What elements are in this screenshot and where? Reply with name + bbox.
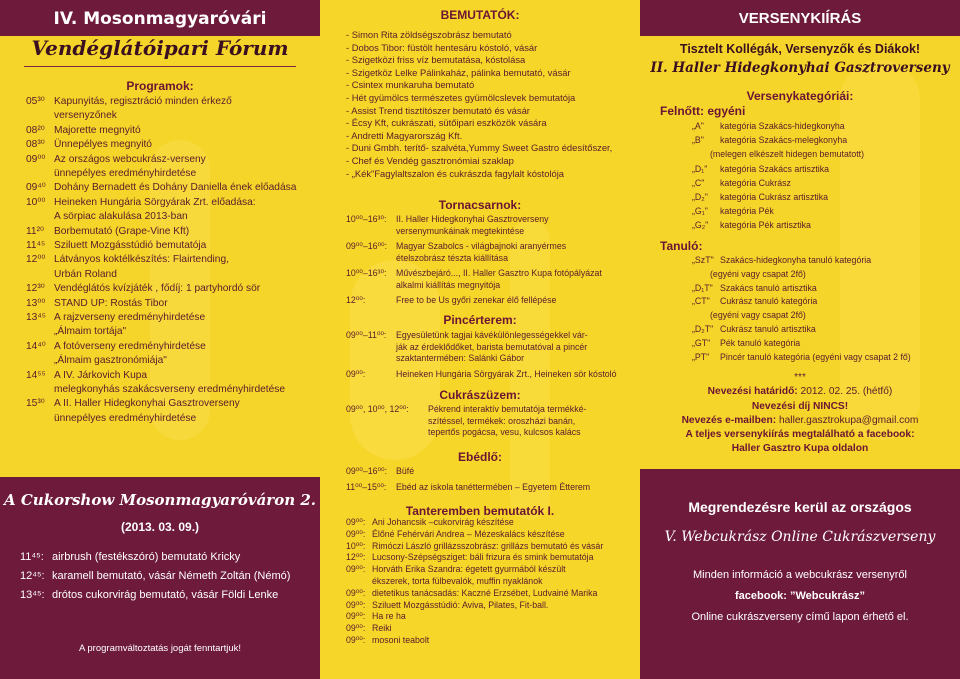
demo-item: - Csintex munkaruha bemutató xyxy=(346,79,475,91)
stars-divider: *** xyxy=(794,372,806,383)
pince-time: 09⁰⁰: xyxy=(346,368,366,379)
cukorshow-time: 13⁴⁵: xyxy=(20,589,45,601)
demo-item: - Andretti Magyarország Kft. xyxy=(346,129,463,141)
forum-title: IV. Mosonmagyaróvári xyxy=(53,9,267,29)
cukorshow-time: 12⁴⁵: xyxy=(20,570,45,582)
tanterem-text: Reiki xyxy=(372,623,392,634)
pince-text: Egyesületünk tagjai kávékülönlegességekkel vár- xyxy=(396,330,588,340)
cukr-text: Pékrend interaktív bemutatója termékké- xyxy=(428,404,587,414)
facebook-line: A teljes versenykiírás megtalálható a facebook: xyxy=(685,429,915,440)
email-line xyxy=(640,415,960,426)
torna-text: alkalmi kiállítás megnyitója xyxy=(396,279,501,290)
program-text: Dohány Bernadett és Dohány Daniella ének előadása xyxy=(54,182,297,194)
program-text: Látványos koktélkészítés: Flairtending, xyxy=(54,254,229,266)
demo-item: - Chef és Vendég gasztronómiai szaklap xyxy=(346,155,514,166)
adult-code: „B" xyxy=(692,135,704,146)
tanterem-heading: Tanteremben bemutatók I. xyxy=(405,504,555,518)
cukr-time: 09⁰⁰, 10⁰⁰, 12⁰⁰: xyxy=(346,404,409,414)
torna-text: II. Haller Hidegkonyhai Gasztroverseny xyxy=(396,214,549,224)
program-time: 14⁴⁰ xyxy=(26,340,46,352)
demo-item: - Duni Gmbh. terítő- szalvéta,Yummy Sweet Gastro édesítőszer, xyxy=(346,142,613,154)
program-text-cont: melegkonyhás szakácsverseny eredményhirdetése xyxy=(54,384,286,395)
program-text: Majorette megnyitó xyxy=(54,124,141,136)
program-text-cont: Urbán Roland xyxy=(54,268,117,280)
student-text: (egyéni vagy csapat 2fő) xyxy=(710,268,806,279)
torna-time: 10⁰⁰–16³⁰: xyxy=(346,268,387,278)
program-time: 08²⁰ xyxy=(26,124,45,136)
tanterem-time: 09⁰⁰: xyxy=(346,564,366,575)
student-code: „D₁T" xyxy=(692,282,713,293)
adult-text: kategória Pék xyxy=(720,206,774,217)
email-link[interactable]: haller.gasztrokupa@gmail.com xyxy=(778,415,919,426)
cukr-heading: Cukrászüzem: xyxy=(439,388,521,402)
program-text: Heineken Hungária Sörgyárak Zrt. előadása: xyxy=(54,196,256,208)
adult-text: kategória Pék artisztika xyxy=(720,220,811,231)
program-time: 15³⁰ xyxy=(26,398,45,410)
pince-text: ják az érdeklődőket, barista bemutatóval a pincér xyxy=(396,341,588,352)
program-text: A fotóverseny eredményhirdetése xyxy=(54,340,206,352)
cukorshow-box xyxy=(0,477,320,679)
program-text-cont: ünnepélyes eredményhirdetése xyxy=(54,168,197,179)
adult-code: „G₁" xyxy=(692,206,708,217)
torna-text: Művészbejáró..., II. Haller Gasztro Kupa fotópályázat xyxy=(396,268,602,278)
order-title: Megrendezésre kerül az országos xyxy=(688,499,912,515)
demo-item: - Assist Trend tisztítószer bemutató és vásár xyxy=(346,104,530,116)
program-time: 09⁰⁰ xyxy=(26,153,46,165)
tanterem-text: Lucsony-Szépségsziget: báli frizura és smink bemutatója xyxy=(372,552,594,563)
cukorshow-text: drótos cukorvirág bemutató, vásár Földi Lenke xyxy=(52,589,279,601)
tanterem-text: dietetikus tanácsadás: Kaczné Erzsébet, Ludvainé Marika xyxy=(372,587,598,598)
program-text: STAND UP: Rostás Tibor xyxy=(54,297,168,309)
competition-title: VERSENYKIÍRÁS xyxy=(738,10,862,27)
tanterem-text: Élőné Fehérvári Andrea – Mézeskalács készítése xyxy=(372,528,565,539)
tanterem-text: Ani Johancsik –cukorvirág készítése xyxy=(372,517,514,527)
student-text: Pincér tanuló kategória (egyéni vagy csapat 2 fő) xyxy=(720,351,911,362)
torna-text: versenymunkáinak megtekintése xyxy=(396,225,525,236)
cukr-text: szítéssel, termékek: oroszházi banán, xyxy=(428,415,576,426)
program-text: A IV. Járkovich Kupa xyxy=(54,369,148,381)
adult-code: „D₁" xyxy=(692,163,708,174)
adult-text: kategória Szakács-hidegkonyha xyxy=(720,121,845,131)
program-time: 11⁴⁵ xyxy=(26,240,46,251)
program-text: Ünnepélyes megnyitó xyxy=(54,139,152,151)
cukorshow-text: karamell bemutató, vásár Németh Zoltán (Némó) xyxy=(52,570,291,582)
program-time: 11²⁰ xyxy=(26,225,45,237)
student-code: „D₂T" xyxy=(692,324,714,334)
student-code: „GT" xyxy=(692,337,711,348)
deadline-label: Nevezési határidő: xyxy=(707,386,798,397)
tanterem-text: Ha re ha xyxy=(372,611,406,622)
program-change-notice: A programváltoztatás jogát fenntartjuk! xyxy=(78,643,242,654)
program-text: Vendéglátós kvízjáték , fődíj: 1 partyhordó sör xyxy=(54,283,261,295)
decor-fork xyxy=(840,60,920,440)
info-line-2: facebook: ”Webcukrász” xyxy=(734,590,865,602)
pince-text: Heineken Hungária Sörgyárak Zrt., Heineken sör kóstoló xyxy=(396,368,617,379)
tanterem-time: 09⁰⁰: xyxy=(346,635,366,645)
info-line-1: Minden információ a webcukrász versenyről xyxy=(693,569,907,581)
facebook-page[interactable]: Haller Gasztro Kupa oldalon xyxy=(731,443,869,454)
program-time: 10⁰⁰ xyxy=(26,196,46,208)
adult-code: „C" xyxy=(692,177,705,188)
program-text: A II. Haller Hidegkonyhai Gasztroverseny xyxy=(54,398,240,410)
adult-text: (melegen elkészelt hidegen bemutatott) xyxy=(710,149,865,160)
adult-text: kategória Cukrász xyxy=(720,177,791,188)
student-text: (egyéni vagy csapat 2fő) xyxy=(710,310,806,321)
torna-time: 12⁰⁰: xyxy=(346,295,366,305)
student-text: Szakács-hidegkonyha tanuló kategória xyxy=(720,255,872,265)
left-panel xyxy=(0,0,320,679)
order-event: V. Webcukrász Online Cukrászverseny xyxy=(664,529,936,545)
program-text: A rajzverseny eredményhirdetése xyxy=(54,312,206,323)
demo-item: - Szigetköz Lelke Pálinkaház, pálinka bemutató, vásár xyxy=(346,66,571,78)
program-text: Az országos webcukrász-verseny xyxy=(54,153,206,165)
program-text-cont: „Álmaim tortája" xyxy=(54,326,127,338)
program-time: 09⁴⁰ xyxy=(26,182,46,194)
torna-heading: Tornacsarnok: xyxy=(438,198,522,212)
tanterem-text: Horváth Erika Szandra: égetett gyurmából készült xyxy=(372,564,566,575)
demo-item: - Écsy Kft, cukrászati, sütőipari eszközök vására xyxy=(346,117,547,129)
ebedlo-time: 09⁰⁰–16⁰⁰: xyxy=(346,466,388,476)
info-line-3: Online cukrászverseny című lapon érhető el. xyxy=(691,611,909,623)
forum-title-band xyxy=(0,0,320,36)
cukorshow-time: 11⁴⁵: xyxy=(20,551,44,563)
tanterem-text: mosoni teabolt xyxy=(372,635,430,645)
demo-item: - Simon Rita zöldségszobrász bemutató xyxy=(346,29,512,40)
tanterem-time: 09⁰⁰: xyxy=(346,623,366,634)
adult-text: kategória Cukrász artisztika xyxy=(720,192,829,202)
program-text-cont: ünnepélyes eredményhirdetése xyxy=(54,412,197,424)
adult-text: kategória Szakács artisztika xyxy=(720,163,830,174)
tanterem-text: Sziluett Mozgásstúdió: Aviva, Pilates, Fit-ball. xyxy=(372,599,549,610)
student-heading: Tanuló: xyxy=(660,239,703,253)
categories-heading: Versenykategóriái: xyxy=(746,89,854,103)
tanterem-time: 09⁰⁰: xyxy=(346,611,366,622)
student-code: „CT" xyxy=(692,296,710,307)
greeting: Tisztelt Kollégák, Versenyzők és Diákok! xyxy=(679,42,921,56)
program-time: 12³⁰ xyxy=(26,283,45,295)
student-text: Pék tanuló kategória xyxy=(720,337,801,348)
tanterem-text: ékszerek, torta fülbevalók, muffin nyaklánok xyxy=(372,576,543,586)
tanterem-time: 10⁰⁰: xyxy=(346,540,366,551)
demo-item: - Hét gyümölcs természetes gyümölcslevek bemutatója xyxy=(346,92,576,103)
demo-item: - „Kék"Fagylaltszalon és cukrászda fagylalt kóstolója xyxy=(346,167,565,179)
cukorshow-date: (2013. 03. 09.) xyxy=(120,520,200,534)
program-text: Sziluett Mozgásstúdió bemutatója xyxy=(54,240,207,251)
student-code: „PT" xyxy=(692,351,710,362)
tanterem-time: 09⁰⁰: xyxy=(346,587,366,598)
torna-text: ételszobrász tészta kiállítása xyxy=(396,252,508,263)
tanterem-time: 12⁰⁰: xyxy=(346,552,366,563)
student-text: Cukrász tanuló artisztika xyxy=(720,324,816,334)
cukorshow-text: airbrush (festékszóró) bemutató Kricky xyxy=(52,551,241,563)
pince-heading: Pincérterem: xyxy=(443,313,517,327)
competition-title-band xyxy=(640,0,960,36)
tanterem-time: 09⁰⁰: xyxy=(346,528,366,539)
torna-time: 10⁰⁰–16³⁰: xyxy=(346,214,387,224)
email-label: Nevezés e-mailben: xyxy=(681,415,777,426)
tanterem-time: 09⁰⁰: xyxy=(346,517,366,527)
torna-text: Free to be Us győri zenekar élő fellépése xyxy=(396,295,557,305)
deadline-value: 2012. 02. 25. (hétfő) xyxy=(800,386,893,397)
student-code: „SzT" xyxy=(692,255,714,265)
adult-text: kategória Szakács-melegkonyha xyxy=(720,135,848,146)
adult-heading: Felnőtt: egyéni xyxy=(660,104,746,118)
entry-fee: Nevezési díj NINCS! xyxy=(751,401,849,412)
torna-time: 09⁰⁰–16⁰⁰: xyxy=(346,241,388,251)
ebedlo-time: 11⁰⁰–15⁰⁰: xyxy=(346,481,387,492)
middle-panel xyxy=(320,0,640,679)
program-text-cont: „Álmaim gasztronómiája" xyxy=(54,355,167,367)
subtitle-divider xyxy=(24,66,296,67)
webcukrasz-box xyxy=(640,469,960,679)
adult-code: „D₂" xyxy=(692,192,708,202)
program-time: 13⁰⁰ xyxy=(26,297,46,309)
demos-title: BEMUTATÓK: xyxy=(440,8,520,22)
program-text: Borbemutató (Grape-Vine Kft) xyxy=(54,225,190,237)
adult-code: „G₂" xyxy=(692,220,709,231)
program-time: 14⁵⁵ xyxy=(26,369,46,381)
program-time: 08³⁰ xyxy=(26,139,45,151)
program-text-cont: A sörpiac alakulása 2013-ban xyxy=(54,211,188,223)
student-text: Cukrász tanuló kategória xyxy=(720,296,818,307)
tanterem-time: 09⁰⁰: xyxy=(346,599,366,610)
program-text-cont: versenyzőnek xyxy=(54,110,117,122)
deadline xyxy=(640,386,960,397)
demo-item: - Szigetközi friss víz bemutatása, kóstolása xyxy=(346,54,526,66)
tanterem-text: Rimóczi László grillázsszobrász: grillázs bemutató és vásár xyxy=(372,540,604,551)
competition-name: II. Haller Hidegkonyhai Gasztroverseny xyxy=(650,60,950,76)
ebedlo-text: Büfé xyxy=(396,466,415,476)
program-text: Kapunyitás, regisztráció minden érkező xyxy=(54,96,232,107)
ebedlo-text: Ebéd az iskola tanéttermében – Egyetem Étterem xyxy=(396,481,591,492)
program-time: 13⁴⁵ xyxy=(26,312,46,323)
forum-subtitle: Vendéglátóipari Fórum xyxy=(31,36,289,60)
student-text: Szakács tanuló artisztika xyxy=(720,282,817,293)
program-time: 12⁰⁰ xyxy=(26,254,46,266)
pince-text: szaktantermében: Salánki Gábor xyxy=(396,353,525,363)
programs-heading: Programok: xyxy=(126,79,194,93)
cukorshow-title: A Cukorshow Mosonmagyaróváron 2. xyxy=(3,491,316,509)
pince-time: 09⁰⁰–11⁰⁰: xyxy=(346,330,387,340)
torna-text: Magyar Szabolcs - világbajnoki aranyérmes xyxy=(396,241,567,251)
demo-item: - Dobos Tibor: füstölt hentesáru kóstoló, vásár xyxy=(346,41,538,53)
cukr-text: tepertős pogácsa, vesu, kulcsos kalács xyxy=(428,427,581,437)
adult-code: „A" xyxy=(692,121,704,131)
ebedlo-heading: Ebédlő: xyxy=(458,450,502,464)
right-panel xyxy=(640,0,960,679)
program-time: 05³⁰ xyxy=(26,96,45,107)
